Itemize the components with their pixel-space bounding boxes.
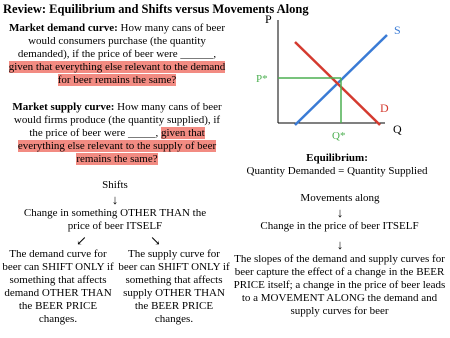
movements-explanation: The slopes of the demand and supply curves for beer capture the effect of a change in the BEER PRICE itself; a change in the price of beer leads to a MOVEMENT ALONG the demand and supply curves for beer — [233, 253, 446, 317]
equilibrium-heading: Equilibrium: — [306, 152, 368, 164]
demand-definition — [8, 22, 226, 87]
movements-down-arrow: ↓ — [336, 205, 344, 220]
supply-curve-label: S — [394, 23, 401, 37]
supply-label: Market supply curve: — [12, 101, 115, 113]
q-axis-label: Q — [393, 122, 402, 136]
shifts-left-arrow: ↙ — [76, 233, 87, 248]
shifts-right-arrow: ↘ — [150, 233, 161, 248]
p-star-label: P* — [256, 73, 268, 85]
demand-text: How many cans of beer would consumers purchase (the quantity demanded), if the price of beer were ______, — [17, 22, 225, 60]
demand-curve-label: D — [380, 101, 389, 115]
demand-label: Market demand curve: — [9, 22, 118, 34]
supply-shift-text: The supply curve for beer can SHIFT ONLY if something that affects supply OTHER THAN the BEER PRICE changes. — [118, 248, 230, 325]
supply-highlight: given that everything else relevant to the supply of beer remains the same? — [17, 127, 217, 165]
movements-down-arrow-2: ↓ — [336, 237, 344, 252]
supply-definition — [8, 101, 226, 166]
demand-highlight: given that everything else relevant to the demand for beer remains the same? — [8, 61, 226, 86]
shifts-down-arrow: ↓ — [111, 192, 119, 207]
slide-title: Review: Equilibrium and Shifts versus Movements Along — [3, 2, 309, 16]
equilibrium-text: Quantity Demanded = Quantity Supplied — [246, 165, 428, 177]
shifts-heading: Shifts — [102, 179, 128, 191]
shifts-cause: Change in something OTHER THAN the price of beer ITSELF — [23, 207, 207, 232]
movements-cause: Change in the price of beer ITSELF — [260, 220, 419, 232]
q-star-label: Q* — [332, 130, 346, 142]
movements-heading: Movements along — [300, 192, 380, 204]
equilibrium-box — [232, 152, 442, 178]
supply-demand-graph — [255, 10, 425, 145]
supply-text: How many cans of beer would firms produce (the quantity supplied), if the price of beer were _____, — [13, 101, 222, 139]
p-axis-label: P — [265, 12, 272, 26]
demand-shift-text: The demand curve for beer can SHIFT ONLY if something that affects demand OTHER THAN the BEER PRICE changes. — [2, 248, 114, 325]
